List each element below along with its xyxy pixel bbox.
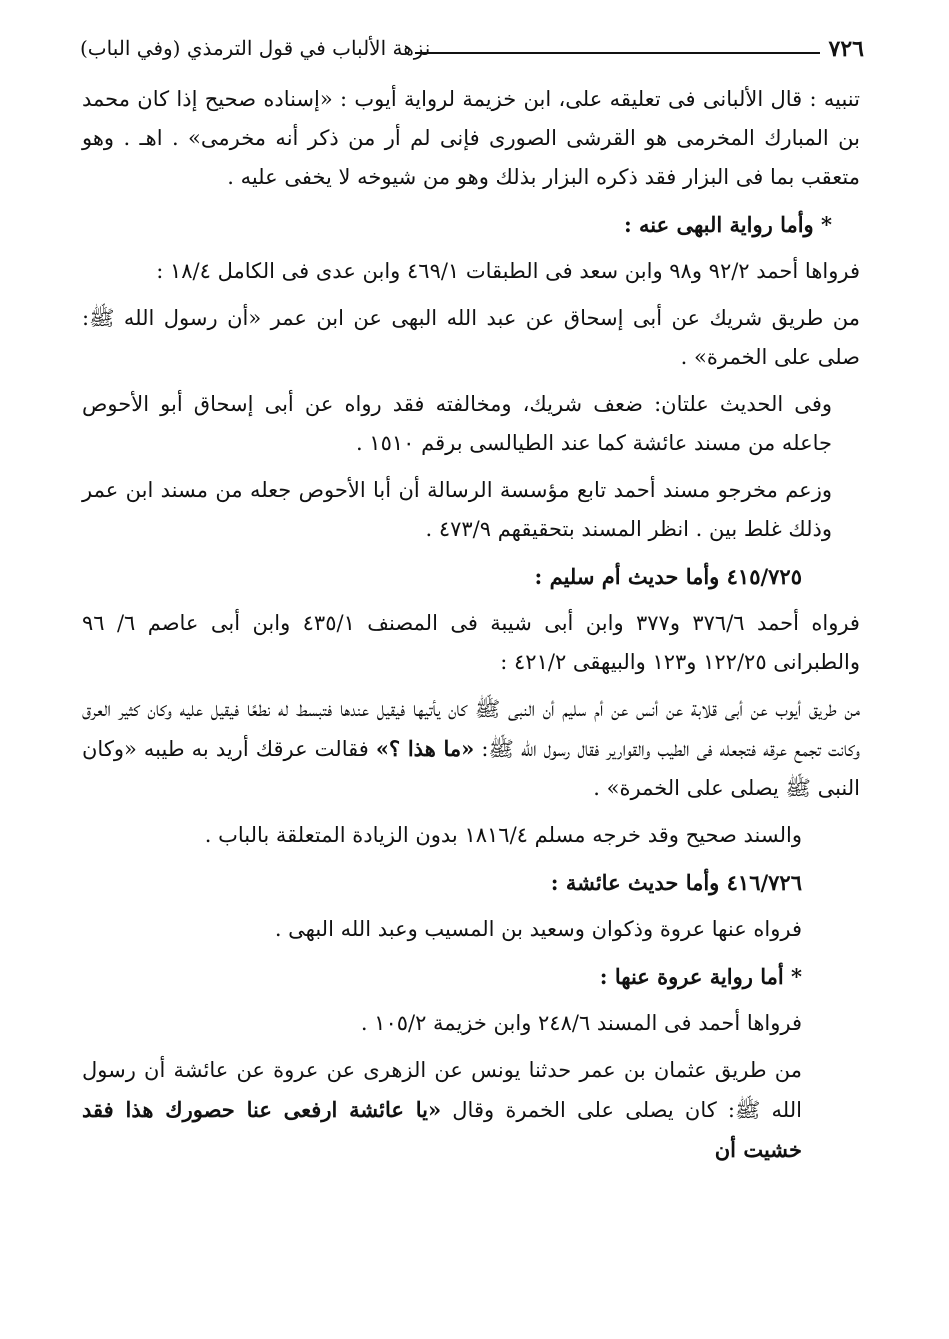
section-heading-umm-sulaym: ٤١٥/٧٢٥ وأما حديث أم سليم :: [534, 564, 802, 589]
paragraph: فرواها أحمد ٩٢/٢ و٩٨ وابن سعد فى الطبقات ٤٦٩/١ وابن عدى فى الكامل ١٨/٤ :: [156, 259, 860, 283]
paragraph: والسند صحيح وقد خرجه مسلم ١٨١٦/٤ بدون الزيادة المتعلقة بالباب .: [204, 823, 802, 847]
paragraph-hadith: [82, 1051, 860, 1170]
paragraph: من طريق شريك عن أبى إسحاق عن عبد الله البهى عن ابن عمر «أن رسول الله ﷺ: صلى على الخمرة» .: [82, 306, 860, 369]
paragraph: وفى الحديث علتان: ضعف شريك، ومخالفته فقد رواه عن أبى إسحاق أبو الأحوص جاعله من مسند عائشة كما عند الطيالسى برقم ١٥١٠ .: [82, 392, 832, 455]
paragraph-hadith: [82, 690, 860, 808]
bold-quote: «ما هذا ؟»: [375, 736, 475, 761]
note-paragraph: تنبيه : قال الألبانى فى تعليقه على، ابن خزيمة لرواية أيوب : «إسناده صحيح إذا كان محمد بن المبارك المخرمى هو القرشى الصورى فإنى لم أر من ذكر أنه مخرمى» . اهـ . وهو متعقب بما فى البزار فقد ذكره البزار بذلك وهو من شيوخه لا يخفى عليه .: [82, 87, 860, 189]
bold-quote: «يا عائشة ارفعى عنا حصورك هذا فقد خشيت أن: [82, 1097, 802, 1162]
text-run: فقالت عرقك أريد به طيبه «وكان النبى ﷺ يصلى على الخمرة» .: [82, 737, 860, 800]
paragraph: فرواه عنها عروة وذكوان وسعيد بن المسيب وعبد الله البهى .: [274, 917, 802, 941]
section-heading-text: وأما رواية البهى عنه :: [623, 212, 814, 237]
section-heading-aisha: ٤١٦/٧٢٦ وأما حديث عائشة :: [550, 870, 802, 895]
page-body: [82, 80, 860, 1170]
running-title: نزهة الألباب في قول الترمذي (وفي الباب): [80, 36, 431, 60]
header-rule: [415, 52, 820, 54]
section-heading-text: أما رواية عروة عنها :: [599, 964, 784, 989]
section-heading-urwa: [82, 957, 860, 996]
section-heading-bahi: [82, 205, 860, 244]
paragraph: فرواها أحمد فى المسند ٢٤٨/٦ وابن خزيمة ١٠٥/٢ .: [360, 1011, 802, 1035]
star-marker: *: [791, 964, 802, 989]
text-run: من طريق أيوب عن أبى قلابة عن أنس عن أم سليم أن النبى ﷺ كان يأتيها فيقيل عندها فتبسط له نطعًا فيقيل عليه وكان كثير العرق وكانت تجمع عرقه فتجعله فى الطيب والقوارير فقال رسول الله ﷺ:: [82, 697, 860, 761]
page-header: [70, 36, 870, 72]
star-marker: *: [821, 212, 832, 237]
paragraph: فرواه أحمد ٣٧٦/٦ و٣٧٧ وابن أبى شيبة فى المصنف ٤٣٥/١ وابن أبى عاصم ٦/ ٩٦ والطبرانى ١٢٢/٢٥ و١٢٣ والبيهقى ٤٢١/٢ :: [82, 611, 860, 674]
text-run: من طريق عثمان بن عمر حدثنا يونس عن الزهرى عن عروة عن عائشة أن رسول الله ﷺ: كان يصلى على الخمرة وقال: [82, 1058, 802, 1122]
paragraph: وزعم مخرجو مسند أحمد تابع مؤسسة الرسالة أن أبا الأحوص جعله من مسند ابن عمر وذلك غلط بين . انظر المسند بتحقيقهم ٤٧٣/٩ .: [82, 478, 832, 541]
page-number: ٧٢٦: [828, 36, 864, 62]
